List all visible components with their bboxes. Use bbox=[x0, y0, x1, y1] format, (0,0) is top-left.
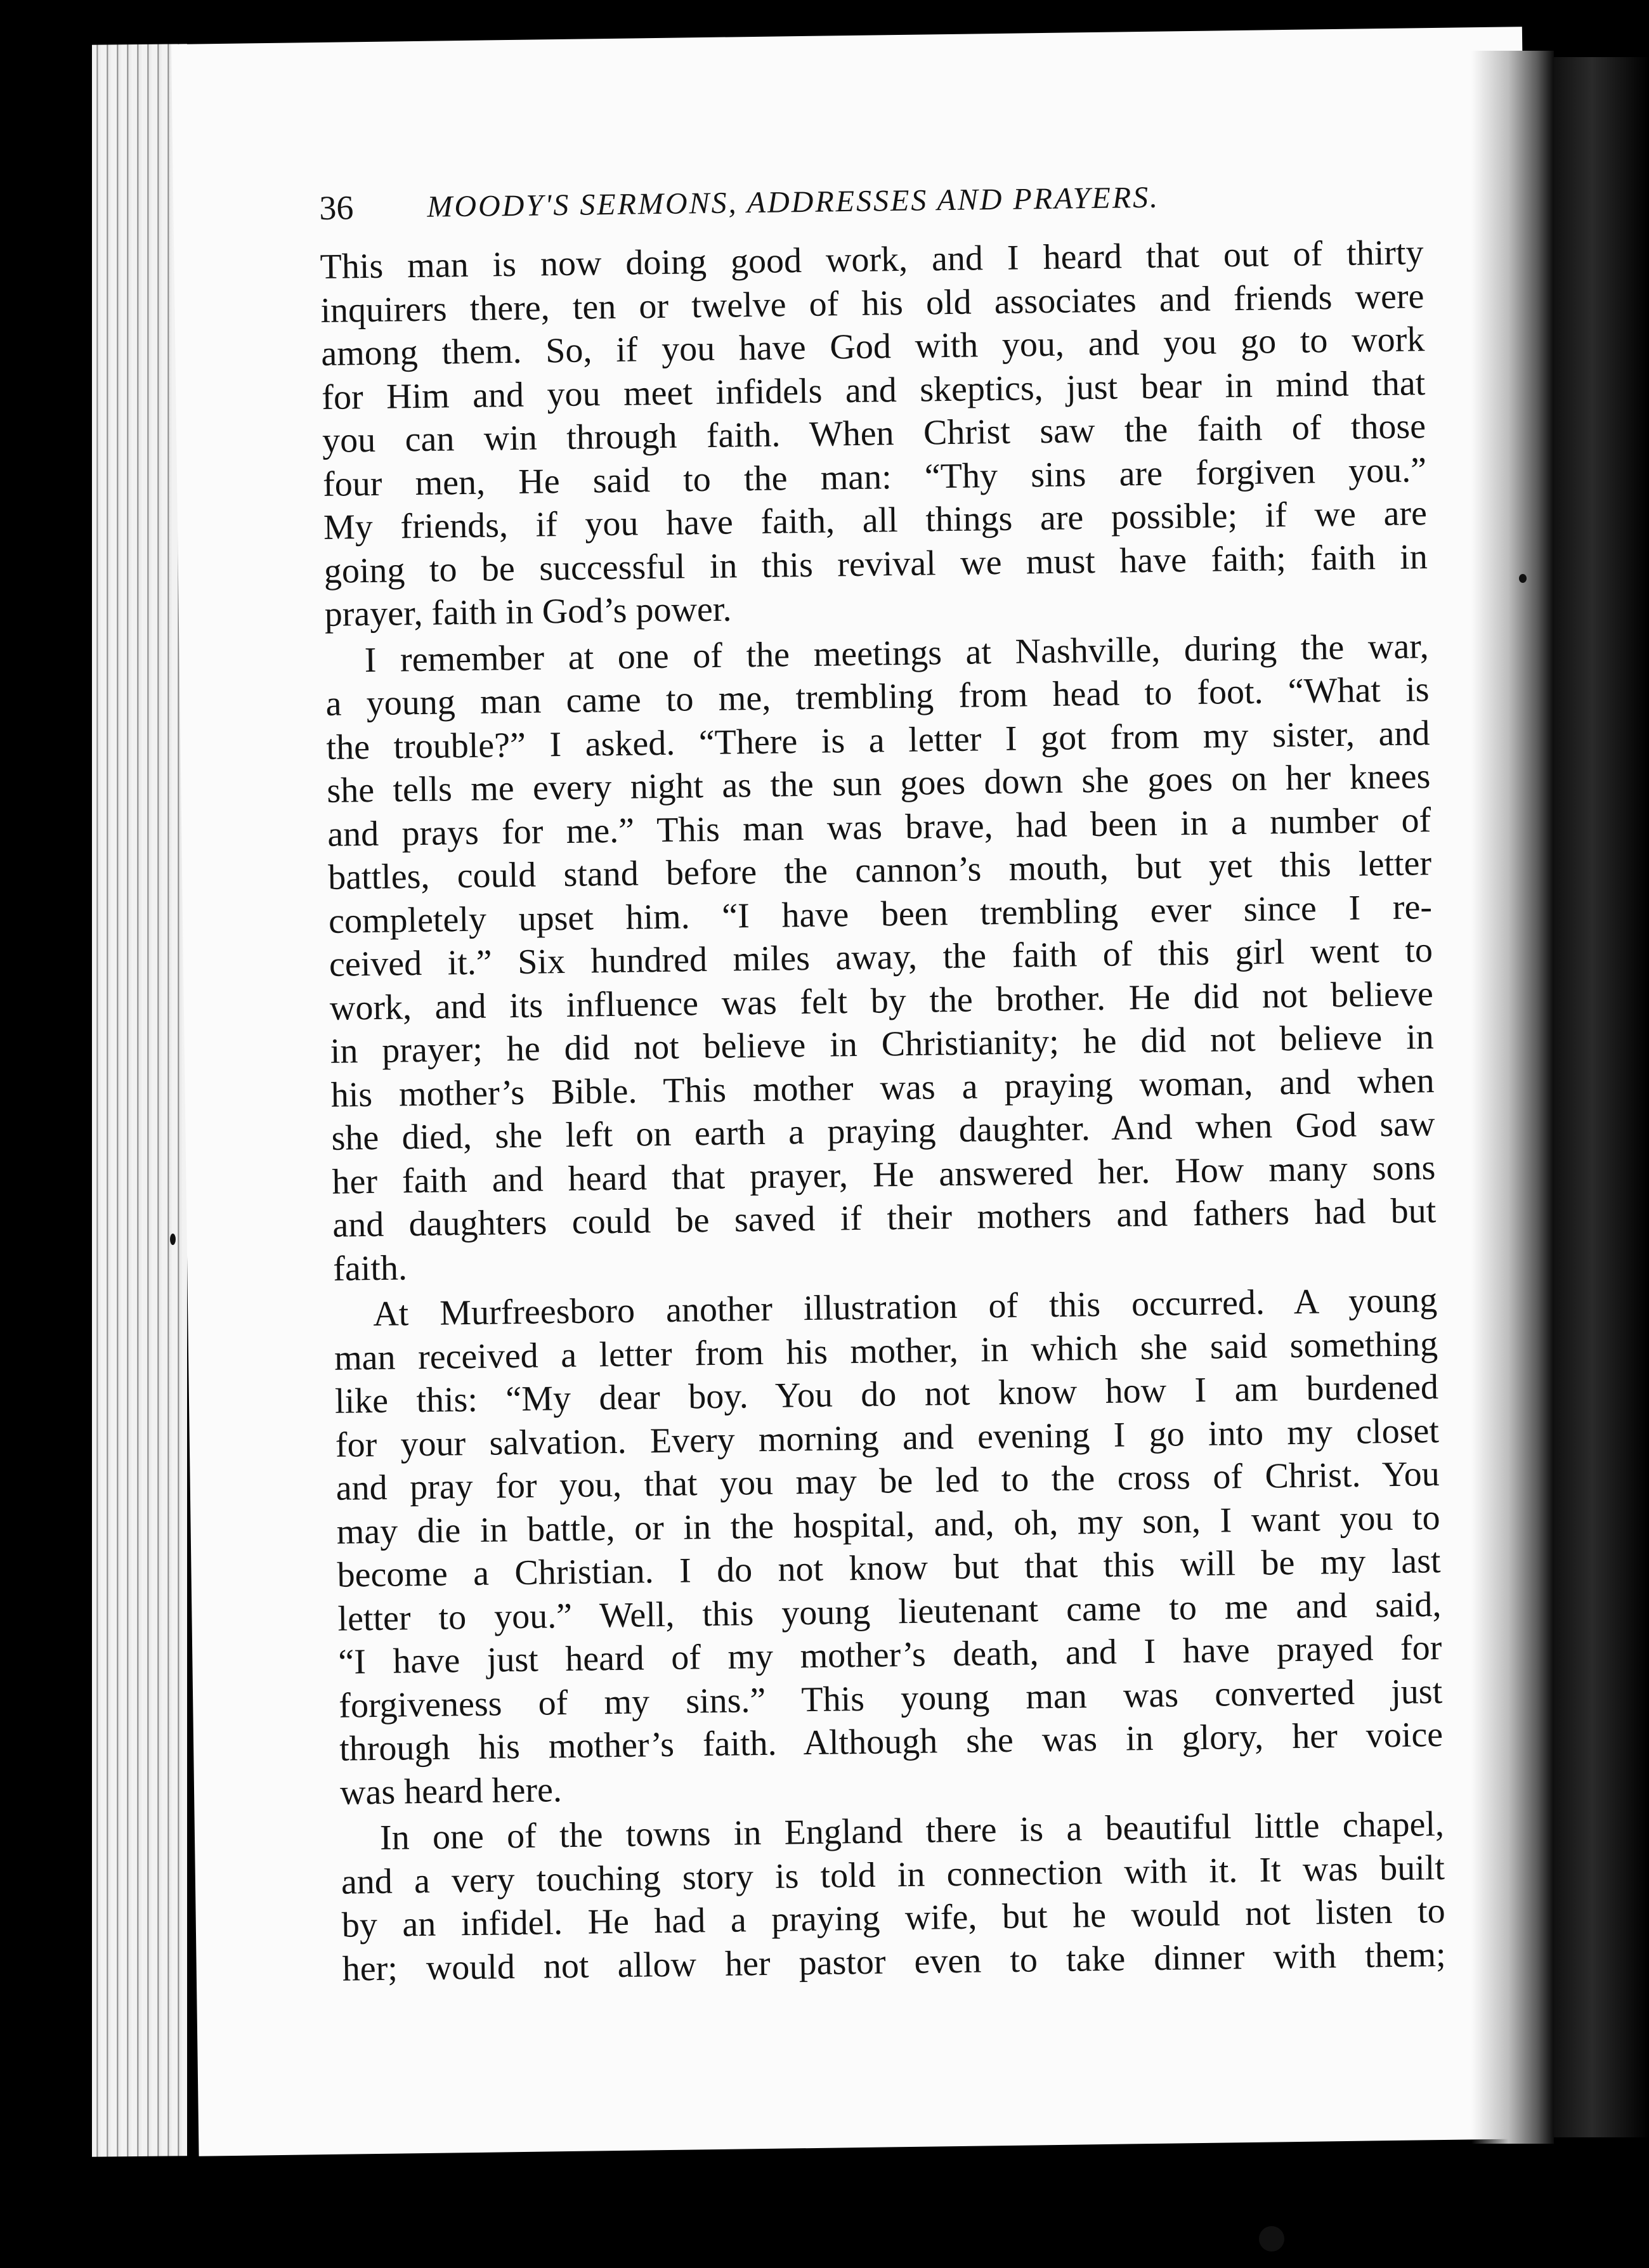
text-line: inquirers there, ten or twelve of his old associates and friends were bbox=[320, 276, 1424, 330]
scan-speck bbox=[1259, 2226, 1284, 2252]
page-edges bbox=[92, 44, 187, 2157]
text-line: his mother’s Bible. This mother was a praying woman, and when bbox=[330, 1060, 1435, 1115]
text-line: through his mother’s faith. Although she was in glory, her voice bbox=[339, 1714, 1444, 1769]
text-line: prayer, faith in God’s power. bbox=[324, 589, 732, 634]
text-line: man received a letter from his mother, in which she said something bbox=[334, 1324, 1438, 1378]
text-line: by an infidel. He had a praying wife, but he would not listen to bbox=[341, 1891, 1446, 1945]
text-line: her; would not allow her pastor even to take dinner with them; bbox=[342, 1934, 1446, 1989]
page-number: 36 bbox=[319, 188, 354, 227]
text-line: battles, could stand before the cannon’s mouth, but yet this letter bbox=[327, 844, 1432, 897]
text-line: and pray for you, that you may be led to the cross of Christ. You bbox=[336, 1454, 1440, 1508]
text-line: and daughters could be saved if their mothers and fathers had but bbox=[332, 1191, 1437, 1245]
text-line: four men, He said to the man: “Thy sins are forgiven you.” bbox=[322, 450, 1427, 504]
text-line: “I have just heard of my mother’s death, and I have prayed for bbox=[338, 1627, 1442, 1682]
text-line: In one of the towns in England there is a beautiful little chapel, bbox=[379, 1804, 1445, 1858]
running-title: MOODY'S SERMONS, ADDRESSES AND PRAYERS. bbox=[427, 180, 1160, 224]
text-line: become a Christian. I do not know but that this will be my last bbox=[337, 1541, 1441, 1595]
text-line: for your salvation. Every morning and evening I go into my closet bbox=[335, 1411, 1440, 1465]
text-line: you can win through faith. When Christ saw the faith of those bbox=[322, 407, 1426, 460]
text-line: she tells me every night as the sun goes down she goes on her knees bbox=[327, 757, 1431, 811]
text-line: going to be successful in this revival we must have faith; faith in bbox=[323, 537, 1428, 591]
text-line: like this: “My dear boy. You do not know how I am burdened bbox=[334, 1367, 1439, 1421]
text-line: ceived it.” Six hundred miles away, the faith of this girl went to bbox=[329, 930, 1433, 984]
text-line: faith. bbox=[332, 1248, 408, 1289]
text-line: At Murfreesboro another illustration of this occurred. A young bbox=[372, 1281, 1438, 1334]
text-line: and a very touching story is told in connection with it. It was built bbox=[341, 1848, 1445, 1902]
text-line: My friends, if you have faith, all things are possible; if we are bbox=[323, 493, 1428, 547]
text-line: completely upset him. “I have been trembling ever since I re- bbox=[328, 887, 1433, 941]
text-line: letter to you.” Well, this young lieutenant came to me and said, bbox=[337, 1584, 1442, 1639]
paragraph bbox=[320, 231, 1428, 636]
text-line: forgiveness of my sins.” This young man was converted just bbox=[338, 1671, 1443, 1726]
text-line: This man is now doing good work, and I heard that out of thirty bbox=[320, 233, 1424, 287]
text-line: a young man came to me, trembling from head to foot. “What is bbox=[325, 670, 1430, 724]
scan-speck bbox=[170, 1234, 176, 1245]
book-page bbox=[171, 27, 1549, 2156]
paragraph bbox=[341, 1802, 1446, 1991]
text-line: her faith and heard that prayer, He answered her. How many sons bbox=[332, 1147, 1436, 1202]
text-line: work, and its influence was felt by the brother. He did not believe bbox=[329, 974, 1434, 1028]
scan-speck bbox=[1519, 574, 1527, 583]
text-line: and prays for me.” This man was brave, had been in a number of bbox=[327, 800, 1431, 854]
text-line: may die in battle, or in the hospital, and, oh, my son, I want you to bbox=[336, 1497, 1440, 1552]
text-line: was heard here. bbox=[339, 1769, 563, 1813]
text-line: in prayer; he did not believe in Christianity; he did not believe in bbox=[330, 1017, 1435, 1071]
page-content bbox=[319, 174, 1446, 1991]
body-text bbox=[320, 231, 1446, 1991]
text-line: the trouble?” I asked. “There is a letter I got from my sister, and bbox=[326, 713, 1430, 767]
text-line: I remember at one of the meetings at Nashville, during the war, bbox=[364, 626, 1429, 680]
text-line: among them. So, if you have God with you, and you go to work bbox=[321, 320, 1425, 374]
gutter-shadow bbox=[1471, 51, 1554, 2144]
paragraph bbox=[334, 1279, 1444, 1815]
facing-page-edge bbox=[1554, 57, 1649, 2137]
text-line: she died, she left on earth a praying daughter. And when God saw bbox=[331, 1104, 1435, 1158]
paragraph bbox=[325, 625, 1437, 1291]
text-line: for Him and you meet infidels and skeptics, just bear in mind that bbox=[321, 363, 1426, 417]
